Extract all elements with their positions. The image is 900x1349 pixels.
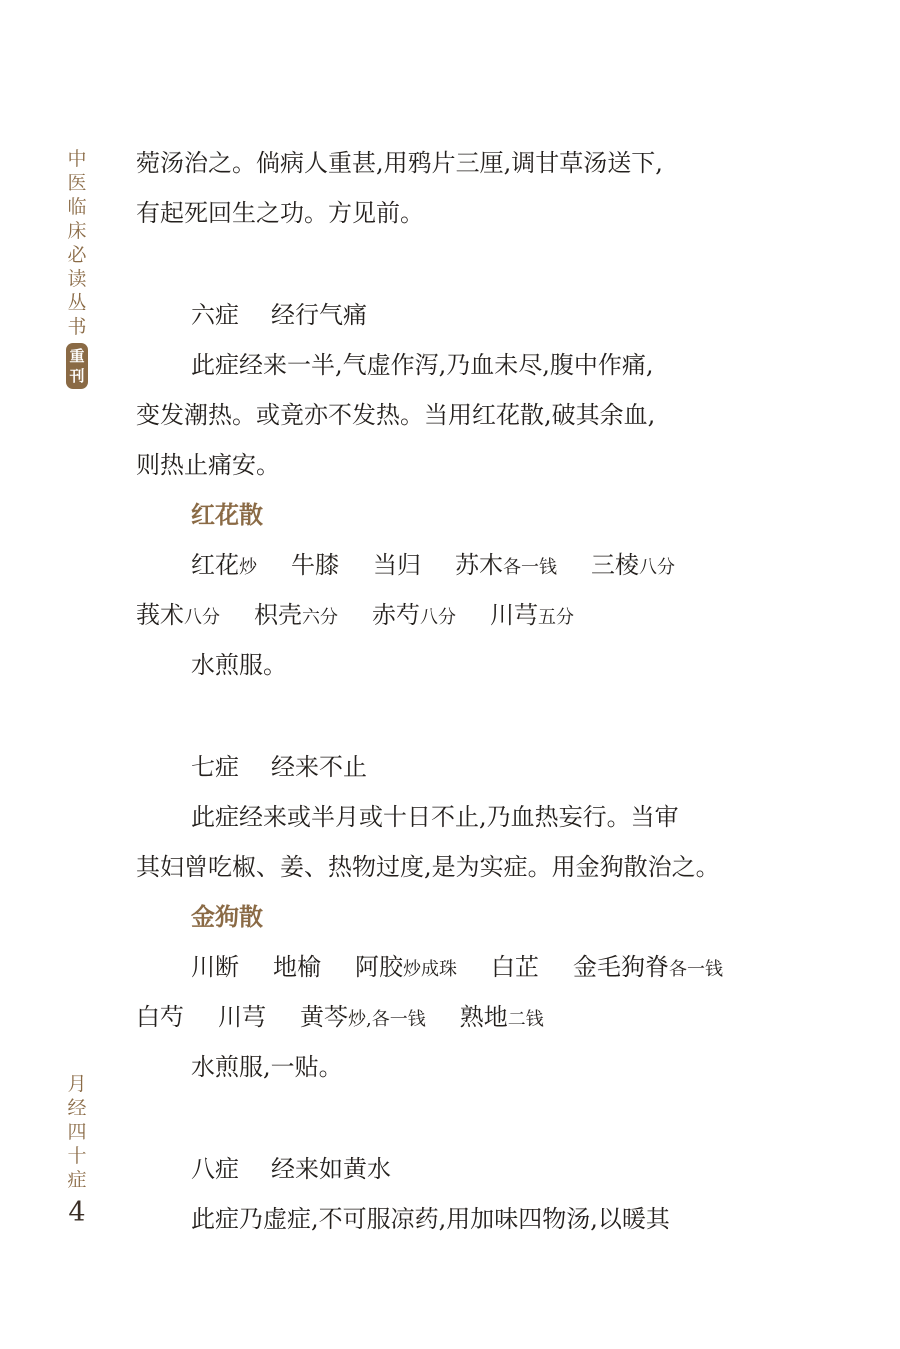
herb-name: 莪术 bbox=[136, 601, 184, 629]
section-name: 经行气痛 bbox=[271, 301, 367, 329]
herb-note: 炒,各一钱 bbox=[348, 1009, 426, 1030]
body-line: 此症经来或半月或十日不止,乃血热妄行。当审 bbox=[191, 803, 679, 831]
herb-note: 八分 bbox=[639, 557, 675, 578]
herb-note: 六分 bbox=[302, 607, 338, 628]
series-char: 医 bbox=[67, 172, 87, 194]
ingredient bbox=[191, 540, 257, 593]
chapter-char: 月 bbox=[67, 1073, 87, 1095]
herb-name: 地榆 bbox=[273, 953, 321, 981]
ingredient bbox=[455, 540, 557, 593]
herb-name: 黄芩 bbox=[300, 1003, 348, 1031]
ingredient bbox=[490, 590, 574, 643]
herb-name: 当归 bbox=[373, 551, 421, 579]
herb-name: 川芎 bbox=[218, 1003, 266, 1031]
herb-name: 苏木 bbox=[455, 551, 503, 579]
chapter-char: 十 bbox=[67, 1145, 87, 1167]
series-char: 临 bbox=[67, 196, 87, 218]
ingredient bbox=[460, 992, 544, 1045]
series-char: 中 bbox=[67, 148, 87, 170]
section-name: 经来不止 bbox=[271, 753, 367, 781]
ingredient bbox=[291, 540, 339, 593]
herb-name: 赤芍 bbox=[372, 601, 420, 629]
page-body bbox=[136, 138, 756, 1244]
reprint-seal: 重刊 bbox=[66, 343, 88, 389]
ingredient bbox=[191, 942, 239, 995]
chapter-char: 症 bbox=[67, 1169, 87, 1191]
section-number: 八症 bbox=[191, 1155, 239, 1183]
ingredient bbox=[373, 540, 421, 593]
ingredient-row bbox=[136, 590, 756, 640]
herb-note: 二钱 bbox=[507, 1009, 544, 1030]
herb-name: 枳壳 bbox=[254, 601, 302, 629]
ingredient bbox=[254, 590, 338, 643]
usage-line: 水煎服。 bbox=[191, 651, 287, 679]
series-char: 丛 bbox=[67, 292, 87, 314]
chapter-title-vertical bbox=[60, 1072, 94, 1192]
ingredient bbox=[491, 942, 539, 995]
herb-name: 熟地 bbox=[459, 1003, 508, 1031]
series-char: 读 bbox=[67, 268, 87, 290]
section-name: 经来如黄水 bbox=[271, 1155, 391, 1183]
herb-note: 八分 bbox=[184, 607, 220, 628]
herb-name: 川芎 bbox=[490, 601, 538, 629]
recipe-title: 红花散 bbox=[191, 500, 263, 529]
herb-note: 炒成珠 bbox=[403, 959, 457, 980]
ingredient bbox=[372, 590, 456, 643]
herb-note: 五分 bbox=[538, 607, 574, 628]
herb-name: 阿胶 bbox=[355, 953, 403, 981]
ingredient-row bbox=[136, 942, 756, 992]
herb-name: 白芍 bbox=[136, 1003, 184, 1031]
body-line: 则热止痛安。 bbox=[136, 451, 280, 479]
section-number: 六症 bbox=[191, 301, 239, 329]
ingredient bbox=[136, 590, 220, 643]
series-title-vertical bbox=[60, 147, 94, 389]
series-char: 书 bbox=[67, 316, 87, 338]
herb-name: 金毛狗脊 bbox=[573, 953, 669, 981]
herb-note: 八分 bbox=[420, 607, 456, 628]
herb-note: 炒 bbox=[239, 557, 257, 578]
herb-note: 各一钱 bbox=[669, 959, 723, 980]
herb-name: 红花 bbox=[191, 551, 239, 579]
ingredient bbox=[300, 992, 426, 1045]
ingredient bbox=[273, 942, 321, 995]
section-heading bbox=[136, 290, 756, 340]
herb-name: 三棱 bbox=[591, 551, 639, 579]
ingredient bbox=[136, 992, 184, 1045]
body-line: 有起死回生之功。方见前。 bbox=[136, 199, 424, 227]
section-heading bbox=[136, 742, 756, 792]
section-number: 七症 bbox=[191, 753, 239, 781]
ingredient bbox=[573, 942, 723, 995]
usage-line: 水煎服,一贴。 bbox=[191, 1053, 343, 1081]
herb-name: 牛膝 bbox=[291, 551, 339, 579]
ingredient bbox=[355, 942, 457, 995]
body-line: 此症经来一半,气虚作泻,乃血未尽,腹中作痛, bbox=[191, 351, 654, 379]
body-line: 此症乃虚症,不可服凉药,用加味四物汤,以暖其 bbox=[191, 1205, 670, 1233]
herb-name: 白芷 bbox=[491, 953, 539, 981]
herb-name: 川断 bbox=[191, 953, 239, 981]
series-char: 必 bbox=[67, 244, 87, 266]
body-line: 菀汤治之。倘病人重甚,用鸦片三厘,调甘草汤送下, bbox=[136, 149, 663, 177]
page-number: 4 bbox=[68, 1197, 86, 1228]
ingredient-row bbox=[136, 540, 756, 590]
ingredient bbox=[591, 540, 675, 593]
chapter-char: 经 bbox=[67, 1097, 87, 1119]
series-char: 床 bbox=[67, 220, 87, 242]
chapter-char: 四 bbox=[67, 1121, 87, 1143]
body-line: 变发潮热。或竟亦不发热。当用红花散,破其余血, bbox=[136, 401, 656, 429]
body-line: 其妇曾吃椒、姜、热物过度,是为实症。用金狗散治之。 bbox=[136, 853, 720, 881]
recipe-title: 金狗散 bbox=[191, 902, 263, 931]
herb-note: 各一钱 bbox=[503, 557, 557, 578]
ingredient-row bbox=[136, 992, 756, 1042]
ingredient bbox=[218, 992, 266, 1045]
section-heading bbox=[136, 1144, 756, 1194]
